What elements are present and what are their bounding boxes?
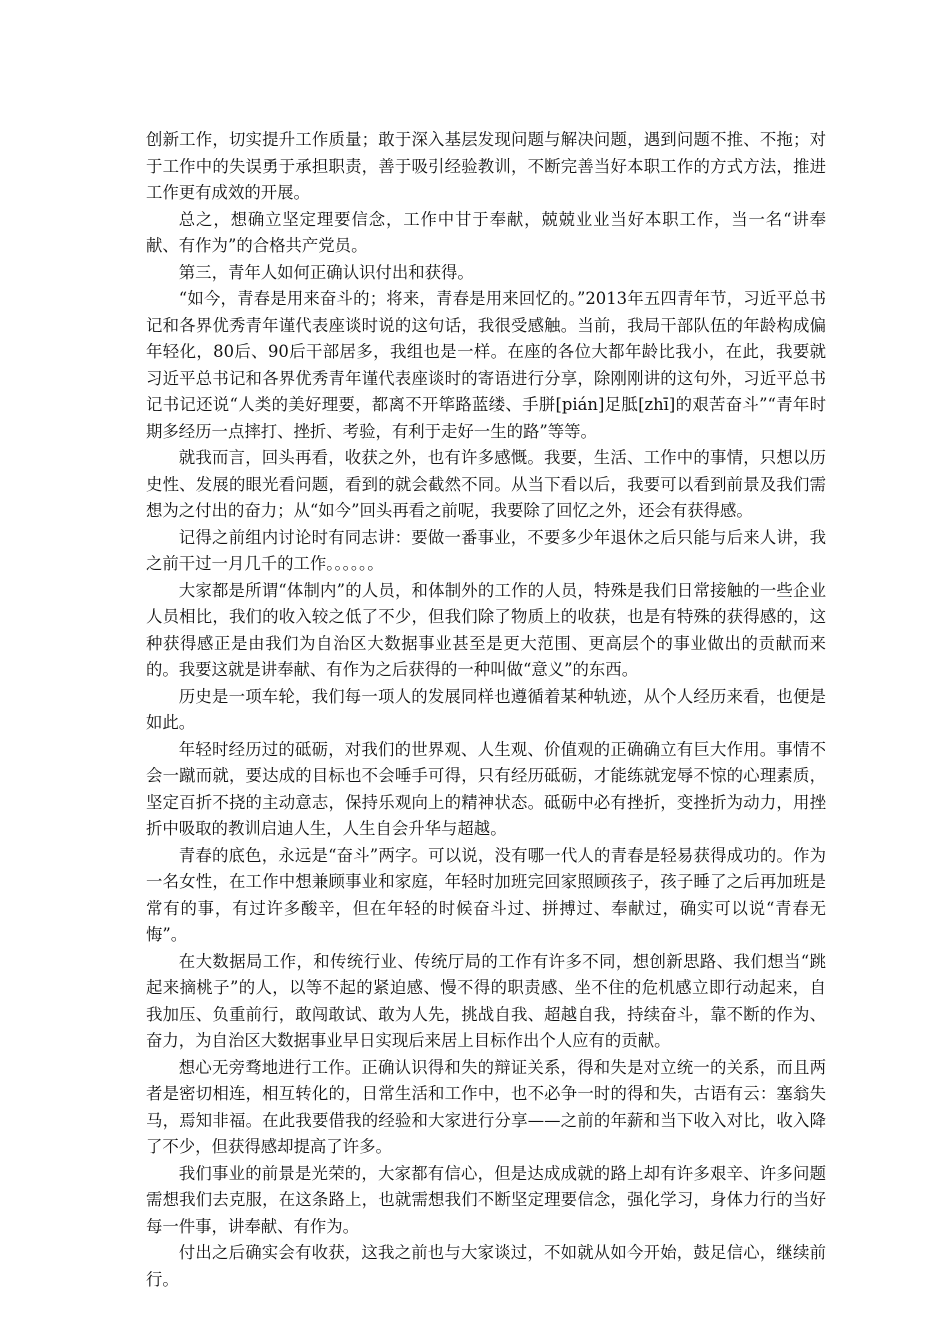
paragraph: 我们事业的前景是光荣的，大家都有信心，但是达成成就的路上却有许多艰辛、许多问题需想我们去克服，在这条路上，也就需想我们不断坚定理要信念，强化学习，身体力行的当好每一件事，讲奉献、有作为。: [146, 1163, 826, 1236]
paragraph: 在大数据局工作，和传统行业、传统厅局的工作有许多不同，想创新思路、我们想当“跳起来摘桃子”的人，以等不起的紧迫感、慢不得的职责感、坐不住的危机感立即行动起来，自我加压、负重前行，敢闯敢试、敢为人先，挑战自我、超越自我，持续奋斗，靠不断的作为、奋力，为自治区大数据事业早日实现后来居上目标作出个人应有的贡献。: [146, 951, 826, 1050]
paragraph: 大家都是所谓“体制内”的人员，和体制外的工作的人员，特殊是我们日常接触的一些企业人员相比，我们的收入较之低了不少，但我们除了物质上的收获，也是有特殊的获得感的，这种获得感正是由我们为自治区大数据事业甚至是更大范围、更高层个的事业做出的贡献而来的。我要这就是讲奉献、有作为之后获得的一种叫做“意义”的东西。: [146, 580, 826, 679]
paragraph: 第三，青年人如何正确认识付出和获得。: [178, 262, 474, 282]
paragraph: “如今，青春是用来奋斗的；将来，青春是用来回忆的。”2013年五四青年节，习近平总书记和各界优秀青年谨代表座谈时说的这句话，我很受感触。当前，我局干部队伍的年龄构成偏年轻化，80后、90后干部居多，我组也是一样。在座的各位大都年龄比我小，在此，我要就习近平总书记和各界优秀青年谨代表座谈时的寄语进行分享，除刚刚讲的这句外，习近平总书记书记还说“人类的美好理要，都离不开筚路蓝缕、手胼[pián]足胝[zhī]的艰苦奋斗”“青年时期多经历一点摔打、挫折、考验，有利于走好一生的路”等等。: [146, 289, 826, 441]
paragraph: 就我而言，回头再看，收获之外，也有许多感慨。我要，生活、工作中的事情，只想以历史性、发展的眼光看问题，看到的就会截然不同。从当下看以后，我要可以看到前景及我们需想为之付出的奋力；从“如今”回头再看之前呢，我要除了回忆之外，还会有获得感。: [146, 448, 826, 520]
paragraph: 付出之后确实会有收获，这我之前也与大家谈过，不如就从如今开始，鼓足信心，继续前行。: [146, 1243, 826, 1289]
paragraph: 想心无旁骛地进行工作。正确认识得和失的辩证关系，得和失是对立统一的关系，而且两者是密切相连，相互转化的，日常生活和工作中，也不必争一时的得和失，古语有云：塞翁失马，焉知非福。在此我要借我的经验和大家进行分享——之前的年薪和当下收入对比，收入降了不少，但获得感却提高了许多。: [146, 1057, 826, 1156]
paragraph: 青春的底色，永远是“奋斗”两字。可以说，没有哪一代人的青春是轻易获得成功的。作为一名女性，在工作中想兼顾事业和家庭，年轻时加班完回家照顾孩子，孩子睡了之后再加班是常有的事，有过许多酸辛，但在年轻的时候奋斗过、拼搏过、奉献过，确实可以说“青春无悔”。: [146, 845, 826, 944]
paragraph: 年轻时经历过的砥砺，对我们的世界观、人生观、价值观的正确确立有巨大作用。事情不会一蹴而就，要达成的目标也不会唾手可得，只有经历砥砺，才能练就宠辱不惊的心理素质，坚定百折不挠的主动意志，保持乐观向上的精神状态。砥砺中必有挫折，变挫折为动力，用挫折中吸取的教训启迪人生，人生自会升华与超越。: [146, 739, 826, 838]
paragraph: 记得之前组内讨论时有同志讲：要做一番事业，不要多少年退休之后只能与后来人讲，我之前干过一月几千的工作。。。。。。: [146, 527, 826, 573]
paragraph: 创新工作，切实提升工作质量；敢于深入基层发现问题与解决问题，遇到问题不推、不拖；对于工作中的失误勇于承担职责，善于吸引经验教训，不断完善当好本职工作的方式方法，推进工作更有成效的开展。: [146, 130, 826, 202]
paragraph: 总之，想确立坚定理要信念，工作中甘于奉献，兢兢业业当好本职工作，当一名“讲奉献、有作为”的合格共产党员。: [146, 209, 826, 255]
paragraph: 历史是一项车轮，我们每一项人的发展同样也遵循着某种轨迹，从个人经历来看，也便是如此。: [146, 686, 826, 732]
document-body: [146, 127, 826, 1293]
